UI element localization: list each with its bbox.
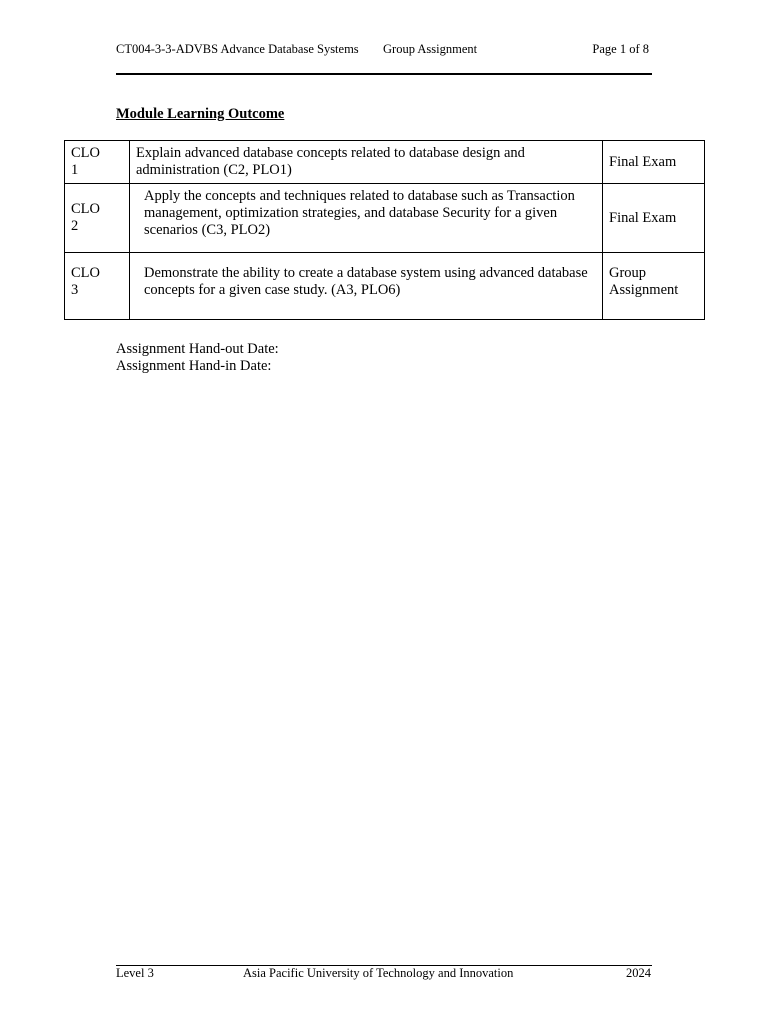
table-row xyxy=(65,141,705,184)
assignment-dates xyxy=(116,341,279,375)
clo-description: Explain advanced database concepts related to database design and administration (C2, PLO1) xyxy=(130,141,603,184)
clo-description: Apply the concepts and techniques related to database such as Transaction management, optimization strategies, and database Security for a given scenarios (C3, PLO2) xyxy=(130,184,603,253)
module-code: CT004-3-3-ADVBS Advance Database Systems xyxy=(116,42,359,56)
assignment-type: Group Assignment xyxy=(383,42,478,56)
footer-year: 2024 xyxy=(626,966,651,980)
clo-code-cell xyxy=(65,141,130,184)
clo-table xyxy=(64,140,705,320)
footer-level: Level 3 xyxy=(116,966,154,980)
footer-university: Asia Pacific University of Technology and Innovation xyxy=(243,966,514,980)
clo-code-number: 2 xyxy=(71,218,79,234)
table-row xyxy=(65,253,705,320)
table-row xyxy=(65,184,705,253)
clo-code-label: CLO xyxy=(71,265,100,281)
clo-code-number: 3 xyxy=(71,282,79,298)
clo-assessment: Final Exam xyxy=(603,184,705,253)
clo-code-cell xyxy=(65,184,130,253)
header-divider xyxy=(116,73,652,75)
clo-description: Demonstrate the ability to create a database system using advanced database concepts for a given case study. (A3, PLO6) xyxy=(130,253,603,320)
page-header xyxy=(116,42,652,60)
clo-code-cell xyxy=(65,253,130,320)
clo-assessment: Final Exam xyxy=(603,141,705,184)
page-number: Page 1 of 8 xyxy=(592,42,649,56)
clo-code-number: 1 xyxy=(71,162,79,178)
clo-code-label: CLO xyxy=(71,145,100,161)
clo-code-label: CLO xyxy=(71,201,100,217)
section-title: Module Learning Outcome xyxy=(116,106,285,122)
hand-in-date-label: Assignment Hand-in Date: xyxy=(116,358,272,374)
page-footer xyxy=(116,966,652,984)
clo-assessment: Group Assignment xyxy=(603,253,705,320)
hand-out-date-label: Assignment Hand-out Date: xyxy=(116,341,279,357)
